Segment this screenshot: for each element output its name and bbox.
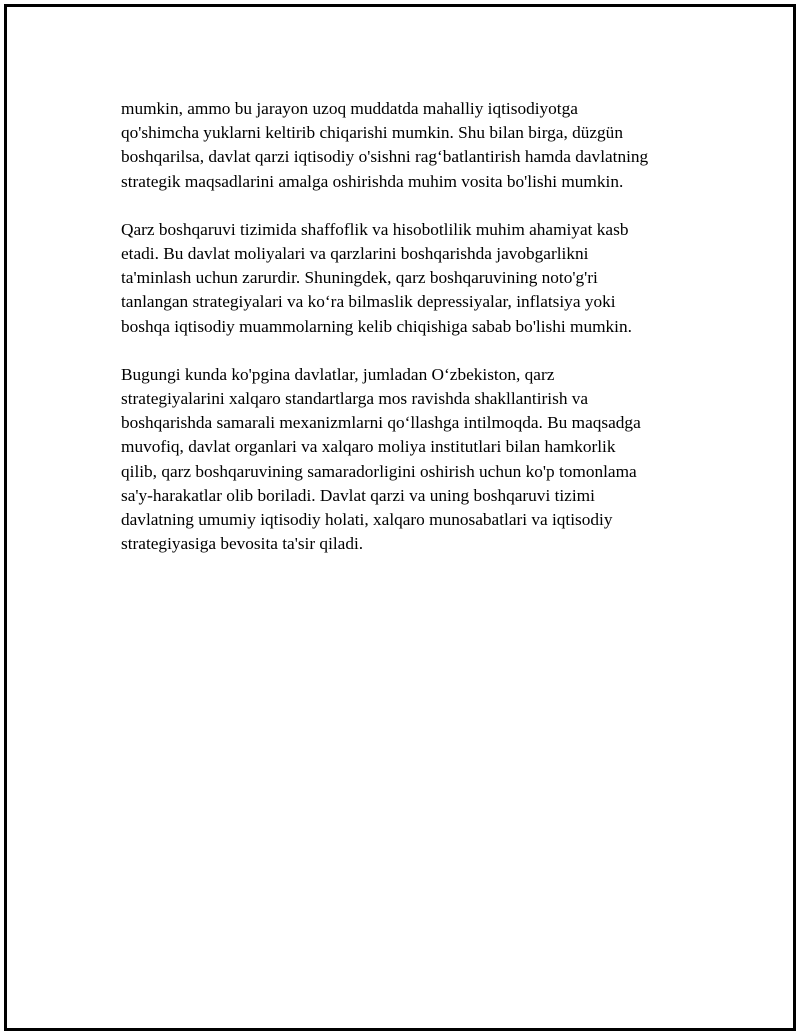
text-line: ta'minlash uchun zarurdir. Shuningdek, qarz boshqaruvining noto'g'ri bbox=[121, 268, 598, 288]
text-line: boshqa iqtisodiy muammolarning kelib chiqishiga sabab bo'lishi mumkin. bbox=[121, 316, 632, 336]
text-line: muvofiq, davlat organlari va xalqaro moliya institutlari bilan hamkorlik bbox=[121, 437, 616, 457]
document-body bbox=[121, 97, 701, 580]
paragraph-2 bbox=[121, 218, 701, 339]
text-line: mumkin, ammo bu jarayon uzoq muddatda mahalliy iqtisodiyotga bbox=[121, 99, 578, 118]
text-line: Bugungi kunda ko'pgina davlatlar, jumladan O‘zbekiston, qarz bbox=[121, 364, 555, 384]
text-line: boshqarilsa, davlat qarzi iqtisodiy o'sishni rag‘batlantirish hamda davlatning bbox=[121, 147, 649, 167]
text-line: qilib, qarz boshqaruvining samaradorligini oshirish uchun ko'p tomonlama bbox=[121, 461, 637, 481]
text-line: etadi. Bu davlat moliyalari va qarzlarini boshqarishda javobgarlikni bbox=[121, 244, 589, 264]
text-line: strategik maqsadlarini amalga oshirishda muhim vosita bo'lishi mumkin. bbox=[121, 171, 624, 191]
paragraph-1 bbox=[121, 97, 701, 194]
paragraph-3 bbox=[121, 363, 701, 557]
text-line: strategiyasiga bevosita ta'sir qiladi. bbox=[121, 534, 364, 554]
text-line: boshqarishda samarali mexanizmlarni qo‘llashga intilmoqda. Bu maqsadga bbox=[121, 413, 641, 433]
text-line: davlatning umumiy iqtisodiy holati, xalqaro munosabatlari va iqtisodiy bbox=[121, 510, 613, 530]
text-line: Qarz boshqaruvi tizimida shaffoflik va hisobotlilik muhim ahamiyat kasb bbox=[121, 219, 629, 239]
page-frame bbox=[4, 4, 796, 1031]
text-line: strategiyalarini xalqaro standartlarga mos ravishda shakllantirish va bbox=[121, 389, 589, 409]
text-line: tanlangan strategiyalari va ko‘ra bilmaslik depressiyalar, inflatsiya yoki bbox=[121, 292, 616, 312]
text-line: qo'shimcha yuklarni keltirib chiqarishi mumkin. Shu bilan birga, düzgün bbox=[121, 123, 623, 143]
text-line: sa'y-harakatlar olib boriladi. Davlat qarzi va uning boshqaruvi tizimi bbox=[121, 485, 595, 505]
